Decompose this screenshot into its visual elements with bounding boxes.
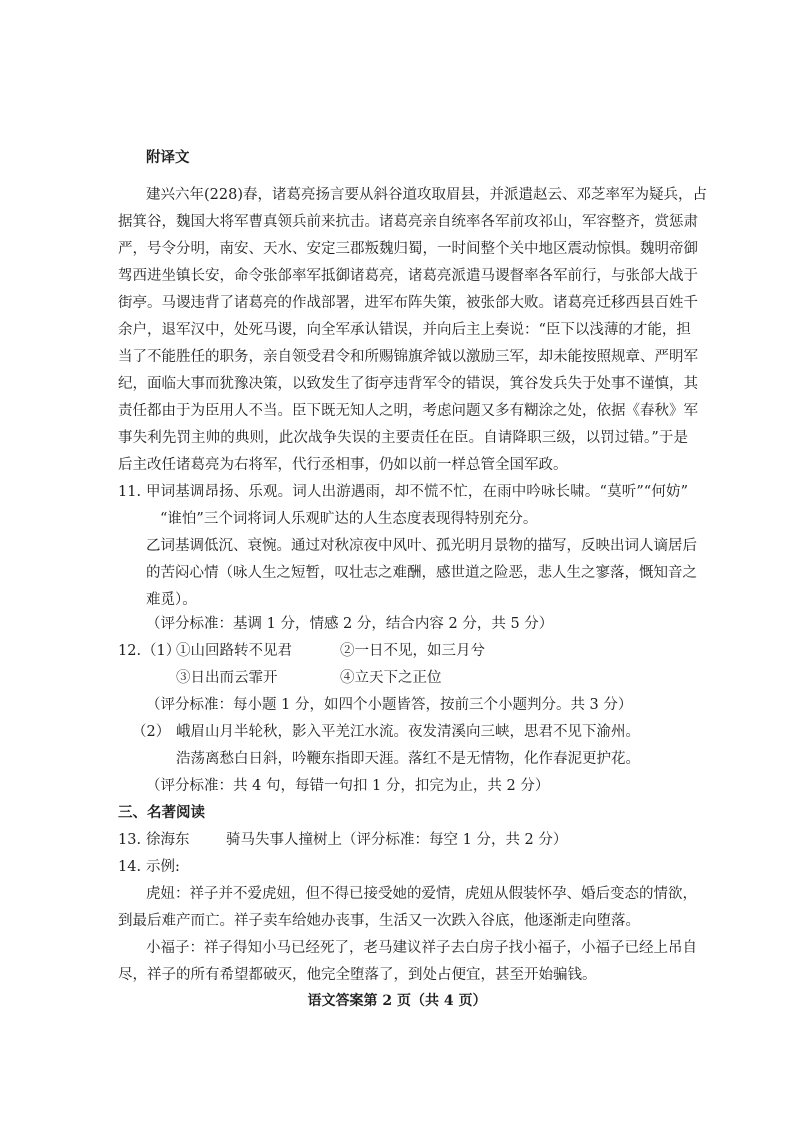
q12-part-label: （2） xyxy=(132,724,171,740)
translation-line: 驾西进坐镇长安，命令张郃率军抵御诸葛亮，诸葛亮派遣马谡督率各军前行，与张郃大战于 xyxy=(118,268,698,284)
q11-scoring: （评分标准：基调 1 分，情感 2 分，结合内容 2 分，共 5 分） xyxy=(146,616,554,632)
translation-line: 纪，面临大事而犹豫决策，以致发生了街亭违背军令的错误，箕谷发兵失于处事不谨慎，其 xyxy=(118,376,698,392)
q12-answer-a: ①山回路转不见君 xyxy=(176,643,292,659)
q11-line: 乙词基调低沉、衰惋。通过对秋凉夜中风叶、孤光明月景物的描写，反映出词人谪居后 xyxy=(146,538,697,554)
q11-line: “谁怕”三个词将词人乐观旷达的人生态度表现得特别充分。 xyxy=(160,511,538,527)
q14-line: 虎妞：祥子并不爱虎妞，但不得已接受她的爱情，虎妞从假装怀孕、婚后变态的情欲， xyxy=(146,886,697,902)
translation-line: 严，号令分明，南安、天水、安定三郡叛魏归蜀，一时间整个关中地区震动惊惧。魏明帝御 xyxy=(118,241,698,257)
q12-scoring: （评分标准：每小题 1 分，如四个小题皆答，按前三个小题判分。共 3 分） xyxy=(146,697,633,713)
q11-line: 的苦闷心情（咏人生之短暂，叹壮志之难酬，感世道之险恶，悲人生之寥落，慨知音之 xyxy=(146,565,697,581)
q12-part2-line: 浩荡离愁白日斜，吟鞭东指即天涯。落红不是无情物，化作春泥更护花。 xyxy=(176,751,640,767)
q14-label: 示例: xyxy=(146,859,180,875)
question-number: 12. xyxy=(118,643,142,659)
page-footer: 语文答案第 2 页（共 4 页） xyxy=(307,993,487,1009)
translation-line: 余户，退军汉中，处死马谡，向全军承认错误，并向后主上奏说：“臣下以浅薄的才能，担 xyxy=(118,322,691,338)
translation-line: 据箕谷，魏国大将军曹真领兵前来抗击。诸葛亮亲自统率各军前攻祁山，军容整齐，赏惩肃 xyxy=(118,214,698,230)
q14-line: 到最后难产而亡。祥子卖车给她办丧事，生活又一次跌入谷底，他逐渐走向堕落。 xyxy=(118,913,640,929)
question-number: 14. xyxy=(118,859,142,875)
appendix-title: 附译文 xyxy=(146,149,190,166)
translation-line: 事失利先罚主帅的典则，此次战争失误的主要责任在臣。自请降职三级，以罚过错。”于是 xyxy=(118,430,688,446)
translation-line: 街亭。马谡违背了诸葛亮的作战部署，进军布阵失策，被张郃大败。诸葛亮迁移西县百姓千 xyxy=(118,295,698,311)
translation-line: 后主改任诸葛亮为右将军，代行丞相事，仍如以前一样总管全国军政。 xyxy=(118,457,568,473)
q12-answer-b: ②一日不见，如三月兮 xyxy=(340,643,485,659)
q11-line: 甲词基调昂扬、乐观。词人出游遇雨，却不慌不忙，在雨中吟咏长啸。“莫听”“何妨” xyxy=(146,484,688,500)
q12-scoring: （评分标准：共 4 句，每错一句扣 1 分，扣完为止，共 2 分） xyxy=(146,778,550,794)
q13-answer-2: 骑马失事人撞树上（评分标准：每空 1 分，共 2 分） xyxy=(226,832,568,848)
q12-answer-d: ④立天下之正位 xyxy=(340,670,442,686)
q11-line: 难觅）。 xyxy=(146,592,197,608)
question-number: 13. xyxy=(118,832,142,848)
q12-part-label: （1） xyxy=(142,643,181,659)
question-number: 11. xyxy=(118,484,142,500)
translation-line: 责任都由于为臣用人不当。臣下既无知人之明，考虑问题又多有糊涂之处，依据《春秋》军 xyxy=(118,403,698,419)
translation-line: 建兴六年(228)春，诸葛亮扬言要从斜谷道攻取眉县，并派遣赵云、邓芝率军为疑兵，占 xyxy=(146,187,707,203)
section-title: 三、名著阅读 xyxy=(118,804,205,821)
q14-line: 小福子：祥子得知小马已经死了，老马建议祥子去白房子找小福子，小福子已经上吊自 xyxy=(146,940,697,956)
translation-line: 当了不能胜任的职务，亲自领受君令和所赐锦旗斧钺以激励三军，却未能按照规章、严明军 xyxy=(118,349,698,365)
q14-line: 尽，祥子的所有希望都破灭，他完全堕落了，到处占便宜，甚至开始骗钱。 xyxy=(118,967,597,983)
q12-answer-c: ③日出而云霏开 xyxy=(176,670,278,686)
q12-part2-line: 峨眉山月半轮秋，影入平羌江水流。夜发清溪向三峡，思君不见下渝州。 xyxy=(176,724,640,740)
q13-answer-1: 徐海东 xyxy=(146,832,190,848)
